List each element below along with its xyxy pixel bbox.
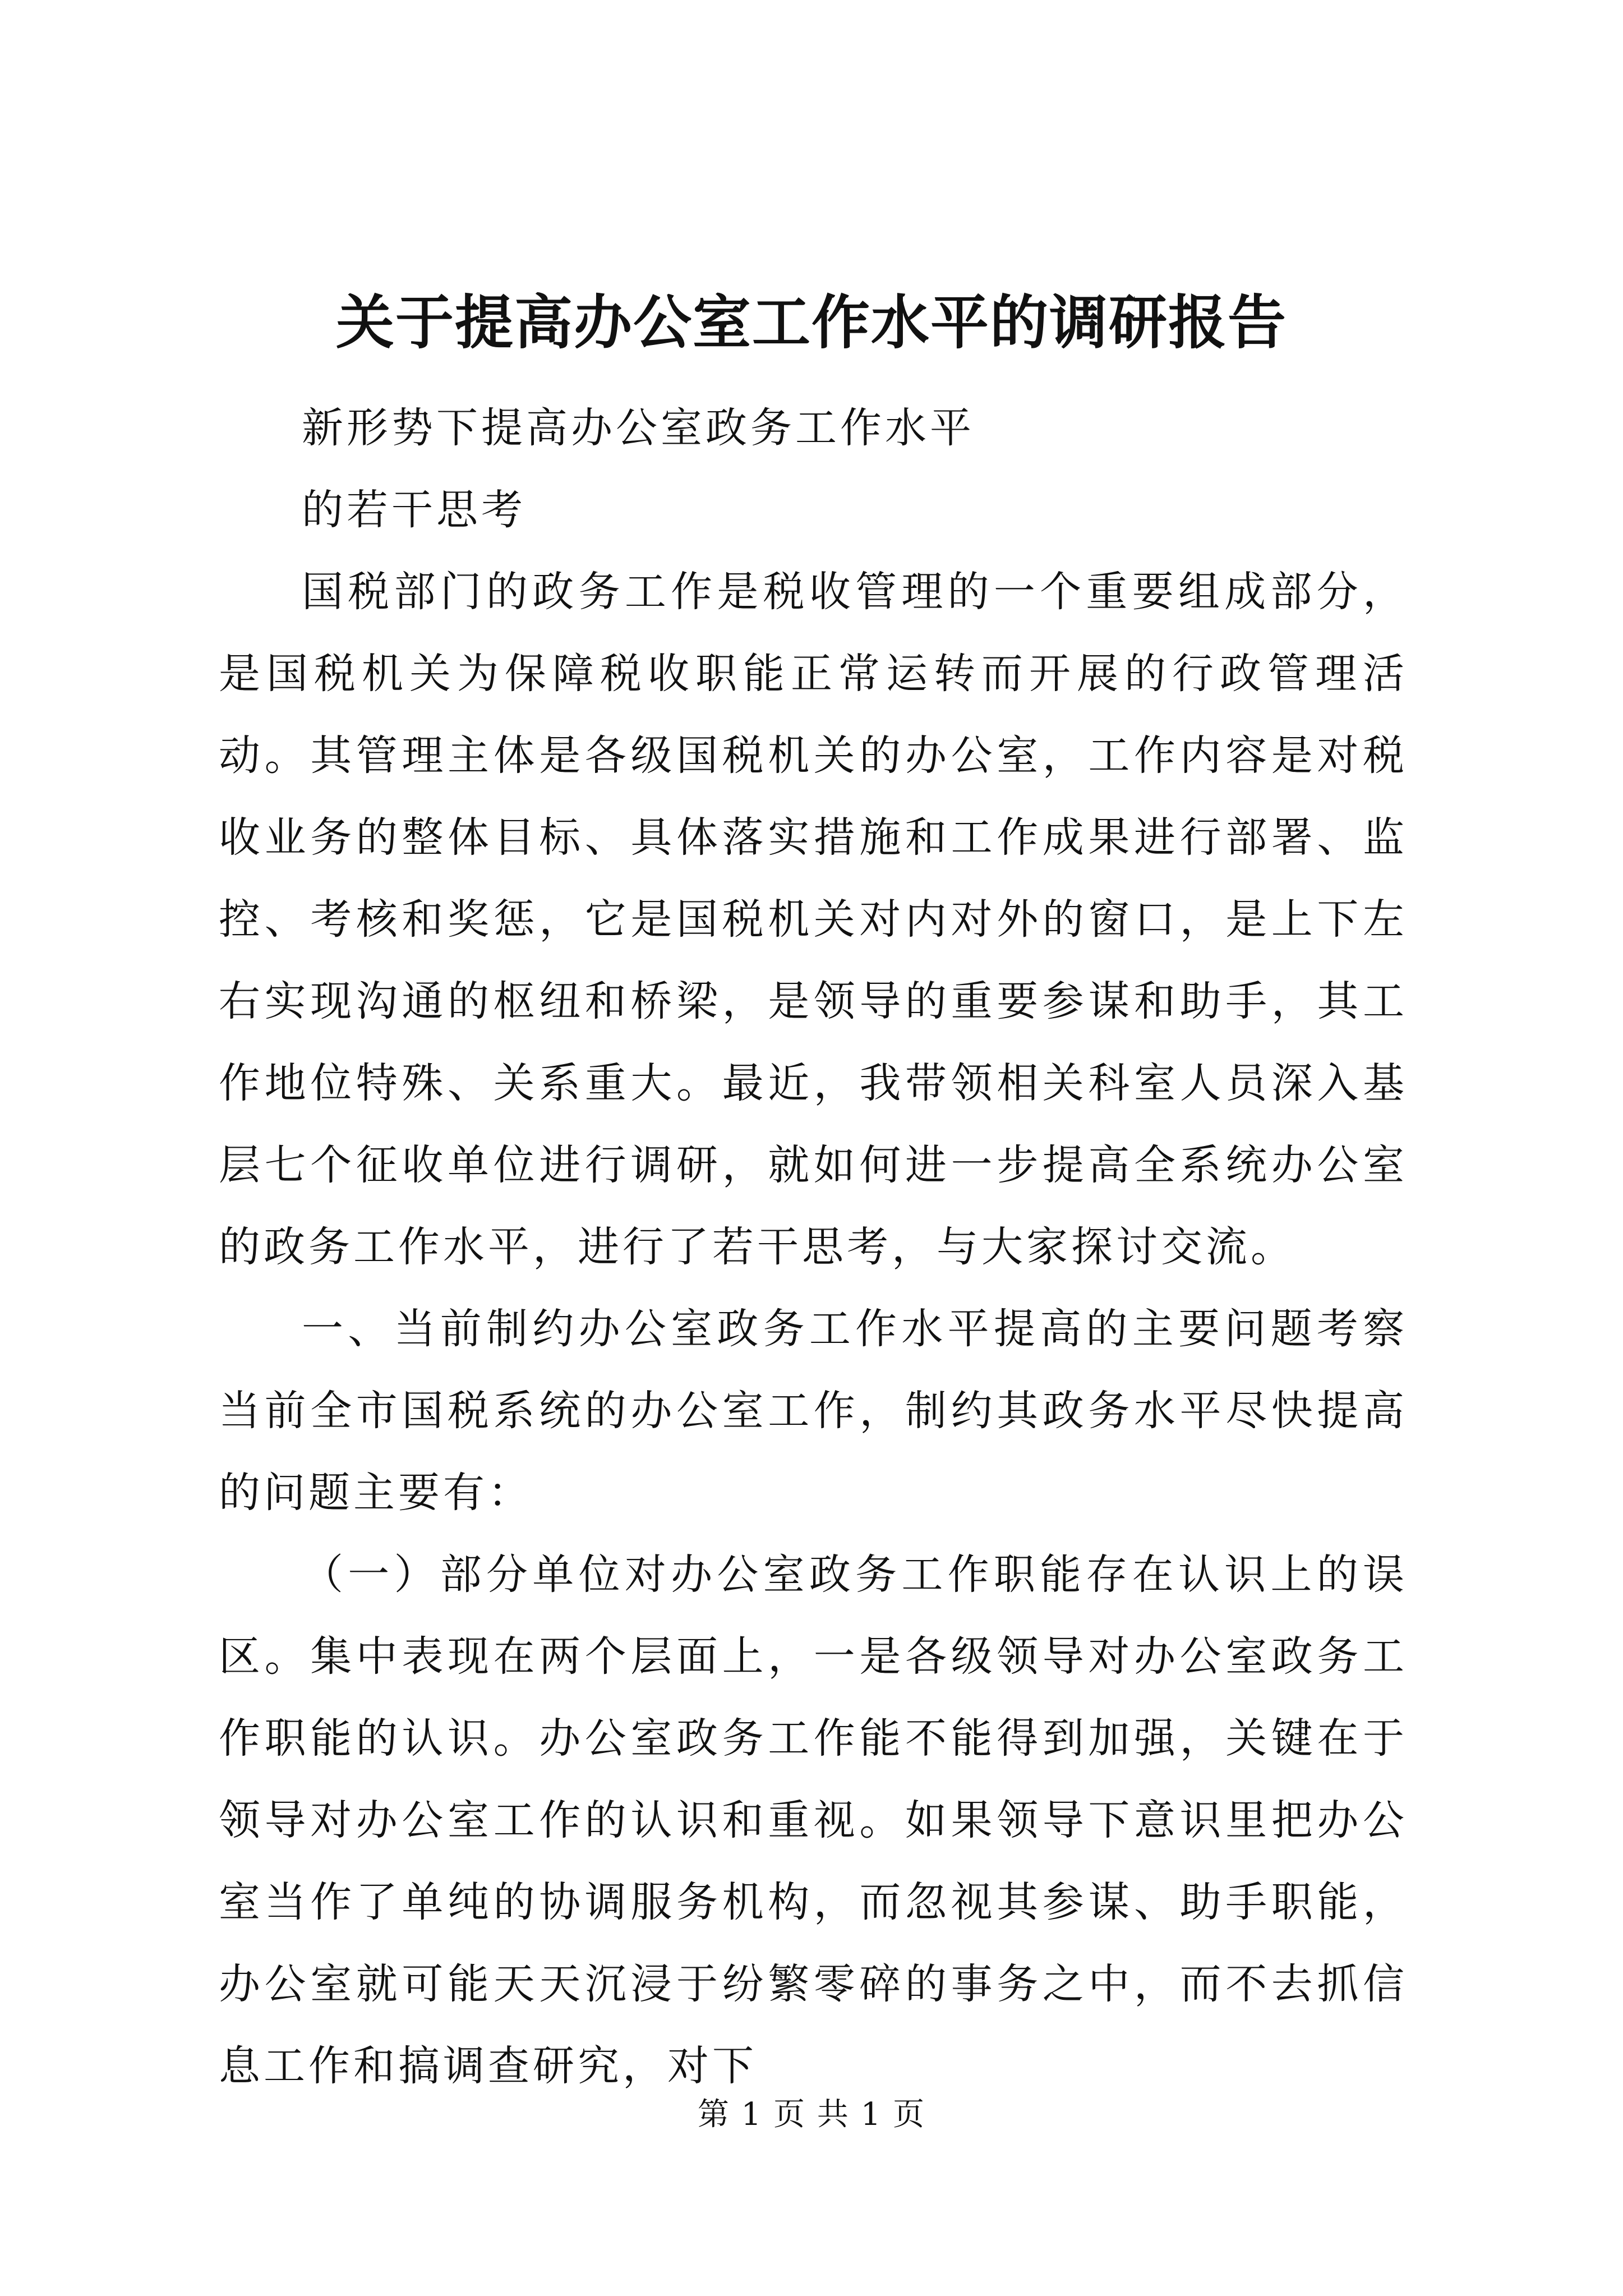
page-footer: 第 1 页 共 1 页 (697, 2096, 926, 2133)
subtitle-line-1: 新形势下提高办公室政务工作水平 (302, 404, 975, 452)
document-title: 关于提高办公室工作水平的调研报告 (335, 288, 1287, 357)
paragraph-section-one: 一、当前制约办公室政务工作水平提高的主要问题考察当前全市国税系统的办公室工作，制约其政务水平尽快提高的问题主要有： (219, 1305, 1408, 1517)
paragraph-subsection-one: （一）部分单位对办公室政务工作职能存在认识上的误区。集中表现在两个层面上，一是各级领导对办公室政务工作职能的认识。办公室政务工作能不能得到加强，关键在于领导对办公室工作的认识和重视。如果领导下意识里把办公室当作了单纯的协调服务机构，而忽视其参谋、助手职能，办公室就可能天天沉浸于纷繁零碎的事务之中，而不去抓信息工作和搞调查研究，对下 (219, 1550, 1408, 2090)
subtitle-line-2: 的若干思考 (302, 486, 526, 534)
paragraph-intro: 国税部门的政务工作是税收管理的一个重要组成部分，是国税机关为保障税收职能正常运转而开展的行政管理活动。其管理主体是各级国税机关的办公室，工作内容是对税收业务的整体目标、具体落实措施和工作成果进行部署、监控、考核和奖惩，它是国税机关对内对外的窗口，是上下左右实现沟通的枢纽和桥梁，是领导的重要参谋和助手，其工作地位特殊、关系重大。最近，我带领相关科室人员深入基层七个征收单位进行调研，就如何进一步提高全系统办公室的政务工作水平，进行了若干思考，与大家探讨交流。 (219, 568, 1408, 1271)
document-body (219, 387, 1408, 2107)
